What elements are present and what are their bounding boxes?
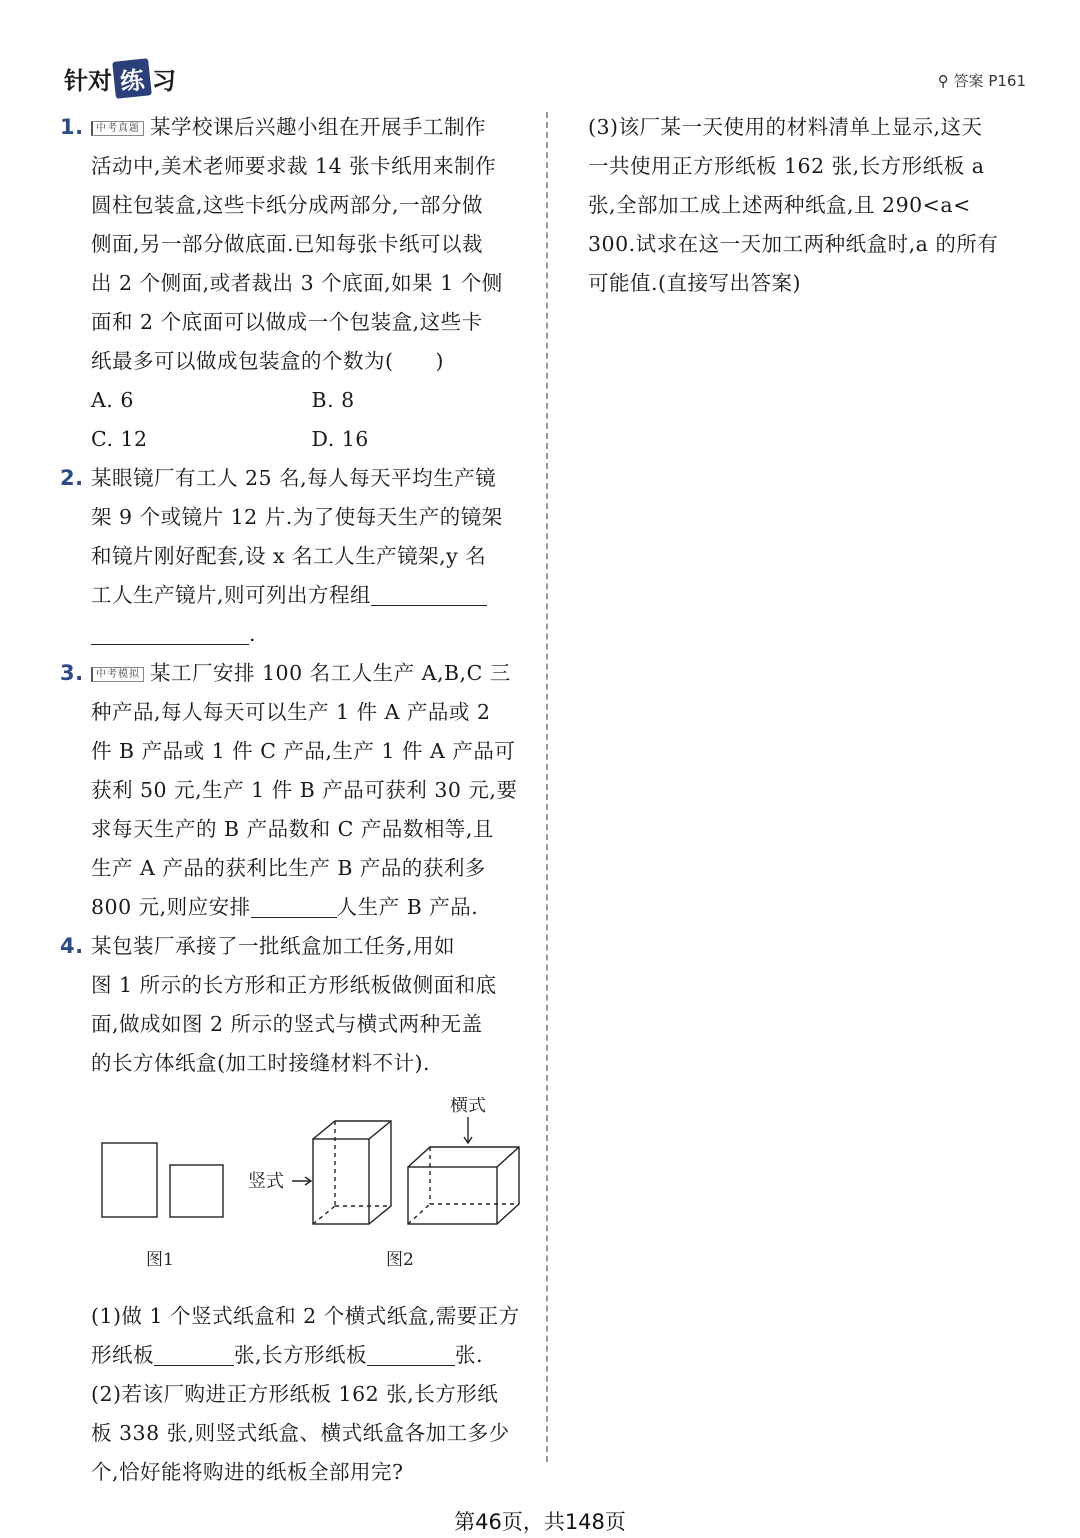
question-line: 形纸板 <box>91 1343 154 1367</box>
label-vertical: 竖式 <box>248 1171 284 1192</box>
rectangle-board <box>102 1143 157 1217</box>
box-figure <box>60 1097 532 1297</box>
question-line: 300.试求在这一天加工两种纸盒时,a 的所有 <box>588 232 999 256</box>
question-line: 和镜片刚好配套,设 x 名工人生产镜架,y 名 <box>91 544 487 568</box>
question-line: 个,恰好能将购进的纸板全部用完? <box>91 1460 404 1484</box>
answer-blank[interactable] <box>154 1339 234 1366</box>
question-4 <box>60 927 532 1492</box>
answer-blank[interactable] <box>367 1339 455 1366</box>
question-line: 面,做成如图 2 所示的竖式与横式两种无盖 <box>91 1012 483 1036</box>
question-line: (1)做 1 个竖式纸盒和 2 个横式纸盒,需要正方 <box>91 1304 520 1328</box>
left-column <box>60 108 532 1492</box>
option-b: B. 8 <box>311 388 355 412</box>
question-3 <box>60 654 532 927</box>
answer-blank[interactable] <box>251 891 337 918</box>
question-number: 3. <box>60 661 84 685</box>
vertical-box <box>292 1121 391 1224</box>
key-icon: ⚲ <box>937 72 949 90</box>
question-number: 2. <box>60 466 84 490</box>
right-column <box>588 108 1030 303</box>
answer-reference-text: 答案 P161 <box>953 72 1026 90</box>
question-line: 一共使用正方形纸板 162 张,长方形纸板 a <box>588 154 985 178</box>
question-line: 件 B 产品或 1 件 C 产品,生产 1 件 A 产品可 <box>91 739 516 763</box>
question-end: . <box>249 622 257 646</box>
question-line: 某眼镜厂有工人 25 名,每人每天平均生产镜 <box>91 466 497 490</box>
caption-figure-2: 图2 <box>386 1250 414 1270</box>
label-horizontal: 横式 <box>450 1097 486 1116</box>
question-line: 某学校课后兴趣小组在开展手工制作 <box>150 115 486 139</box>
question-line: 图 1 所示的长方形和正方形纸板做侧面和底 <box>91 973 497 997</box>
option-c: C. 12 <box>91 427 148 451</box>
question-line: (2)若该厂购进正方形纸板 162 张,长方形纸 <box>91 1382 499 1406</box>
question-line: 获利 50 元,生产 1 件 B 产品可获利 30 元,要 <box>91 778 518 802</box>
answer-reference <box>938 70 1026 91</box>
question-line: 某包装厂承接了一批纸盒加工任务,用如 <box>91 934 456 958</box>
option-a: A. 6 <box>91 388 134 412</box>
question-line: 张,长方形纸板 <box>234 1343 368 1367</box>
question-number: 4. <box>60 934 84 958</box>
question-line: 种产品,每人每天可以生产 1 件 A 产品或 2 <box>91 700 491 724</box>
section-header <box>64 58 176 98</box>
header-text-pre: 针对 <box>64 66 112 95</box>
answer-blank[interactable] <box>371 579 487 606</box>
question-line: 板 338 张,则竖式纸盒、横式纸盒各加工多少 <box>91 1421 510 1445</box>
options-row <box>60 381 532 420</box>
question-line: 生产 A 产品的获利比生产 B 产品的获利多 <box>91 856 486 880</box>
question-2 <box>60 459 532 654</box>
page-footer: 第46页，共148页 <box>454 1510 626 1534</box>
question-line: 纸最多可以做成包装盒的个数为( ) <box>91 349 444 373</box>
caption-figure-1: 图1 <box>146 1250 174 1270</box>
question-line: 出 2 个侧面,或者裁出 3 个底面,如果 1 个侧 <box>91 271 503 295</box>
header-box-char: 练 <box>112 58 152 99</box>
question-number: 1. <box>60 115 84 139</box>
question-line: 某工厂安排 100 名工人生产 A,B,C 三 <box>150 661 511 685</box>
question-line: 圆柱包装盒,这些卡纸分成两部分,一部分做 <box>91 193 484 217</box>
header-text-post: 习 <box>152 66 176 95</box>
question-line: 架 9 个或镜片 12 片.为了使每天生产的镜架 <box>91 505 503 529</box>
column-divider <box>546 112 548 1462</box>
question-line: 面和 2 个底面可以做成一个包装盒,这些卡 <box>91 310 483 334</box>
question-line: 的长方体纸盒(加工时接缝材料不计). <box>91 1051 431 1075</box>
box-diagram <box>60 1097 532 1297</box>
option-d: D. 16 <box>311 427 369 451</box>
horizontal-box <box>408 1117 519 1224</box>
question-line: 求每天生产的 B 产品数和 C 产品数相等,且 <box>91 817 494 841</box>
question-line: 侧面,另一部分做底面.已知每张卡纸可以裁 <box>91 232 484 256</box>
options-row <box>60 420 532 459</box>
question-1 <box>60 108 532 459</box>
question-tag: 中考真题 <box>91 121 144 136</box>
question-line: 可能值.(直接写出答案) <box>588 271 802 295</box>
answer-blank[interactable] <box>91 618 249 645</box>
question-line: 工人生产镜片,则可列出方程组 <box>91 583 372 607</box>
question-line: 活动中,美术老师要求裁 14 张卡纸用来制作 <box>91 154 497 178</box>
question-line: 800 元,则应安排 <box>91 895 251 919</box>
question-line: 人生产 B 产品. <box>336 895 479 919</box>
question-tag: 中考模拟 <box>91 667 144 682</box>
question-line: 张,全部加工成上述两种纸盒,且 290<a< <box>588 193 971 217</box>
question-line: (3)该厂某一天使用的材料清单上显示,这天 <box>588 115 983 139</box>
question-line: 张. <box>455 1343 484 1367</box>
square-board <box>170 1165 223 1217</box>
